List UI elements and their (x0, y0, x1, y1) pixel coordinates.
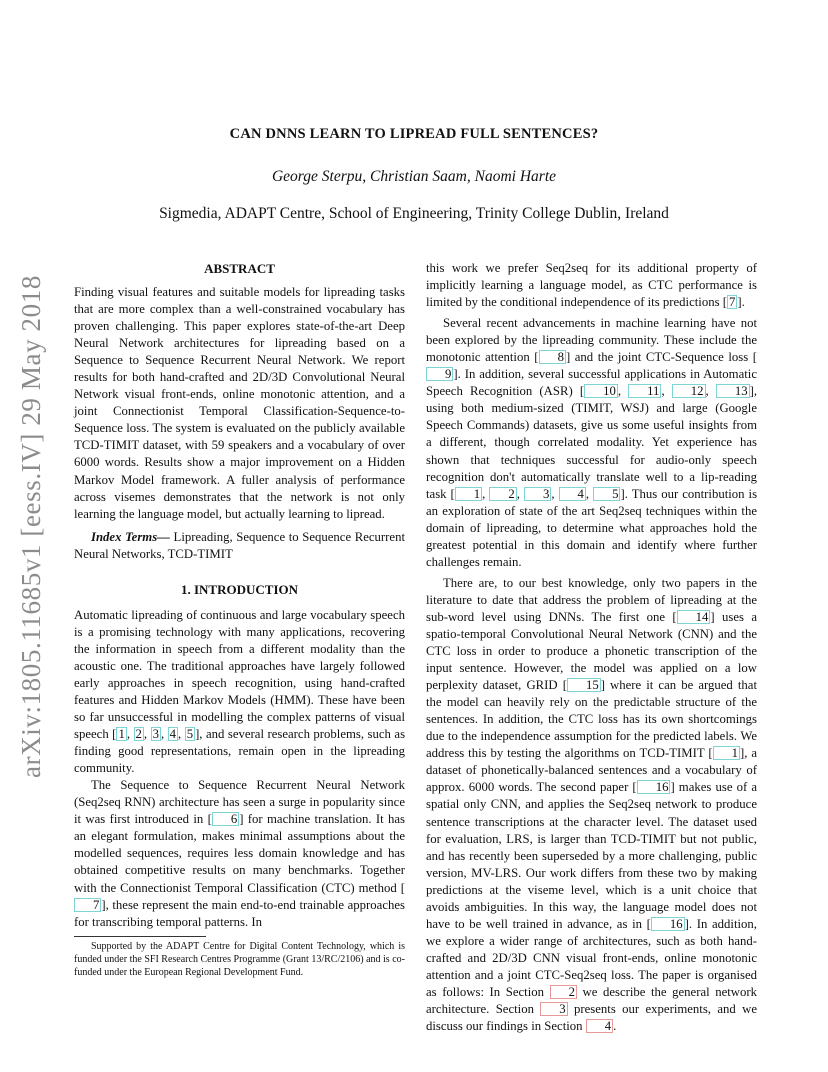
citation-link[interactable]: 9 (426, 367, 453, 381)
citation-link[interactable]: 4 (169, 727, 176, 742)
footnote-divider (74, 936, 206, 937)
section-link[interactable]: 2 (550, 985, 577, 999)
right-paragraph-2: There are, to our best knowledge, only two papers in the literature to date that address the problem of lipreading at the sub-word level using DNNs. The first one [ 14 ] uses a spatio-temporal Convolutional Neural Network (CNN) and the CTC loss in order to produce a phonetic transcription of the input sentence. However, the model was applied on a low perplexity dataset, GRID [ 15 ] where it can be argued that the model can heavily rely on the predictable structure of the sentences. In addition, the CTC loss has its own shortcomings due to the independence assumption for the predicted labels. We address this by testing the algorithms on TCD-TIMIT [ 1 ], a dataset of phonetically-balanced sentences and a vocabulary of approx. 6000 words. The second paper [ 16 ] makes use of a spatial only CNN, and applies the Seq2seq network to produce sentence transcriptions at the character level. The dataset used for evaluation, LRS, is larger than TCD-TIMIT but not public, and has recently been superseded by a more challenging, public version, MV-LRS. Our work differs from these two by making predictions at the viseme level, which is a unit choice that avoids ambiguities. In this way, the language model does not have to be well trained in advance, as in [ 16 ]. In addition, we explore a wider range of architectures, such as both hand-crafted and 2D/3D CNN visual front-ends, online monotonic attention and a joint CTC-Seq2seq loss. The paper is organised as follows: In Section 2 we describe the general network architecture. Section 3 presents our experiments, and we discuss our findings in Section 4 . (426, 575, 758, 1034)
citation-link[interactable]: 7 (728, 295, 736, 310)
paper-affiliation: Sigmedia, ADAPT Centre, School of Engineering, Trinity College Dublin, Ireland (159, 205, 669, 222)
intro-paragraph-1: Automatic lipreading of continuous and large vocabulary speech is a promising technology with many applications, recovering the information in speech from a different modality than the acoustic one. The traditional approaches have largely followed early approaches in speech recognition, using hand-crafted features and Hidden Markov Models (HMM). These have been so far unsuccessful in modelling the complex patterns of visual speech [ 1 , 2 , 3 , 4 , 5 ], and several research problems, such as finding good representations, remain open in the lipreading community. (74, 607, 406, 776)
citation-link[interactable]: 7 (74, 898, 101, 912)
paper-authors: George Sterpu, Christian Saam, Naomi Harte (271, 168, 557, 185)
citation-link[interactable]: 15 (567, 678, 601, 692)
citation-link[interactable]: 3 (152, 727, 159, 742)
citation-link[interactable]: 4 (559, 487, 586, 501)
citation-link[interactable]: 5 (186, 727, 194, 742)
section-link[interactable]: 3 (540, 1002, 567, 1016)
index-terms (74, 529, 405, 563)
citation-link[interactable]: 11 (628, 384, 661, 398)
right-paragraph-0: this work we prefer Seq2seq for its additional property of implicitly learning a language model, as CTC performance is limited by the conditional independence of its predictions [ 7 ]. (426, 261, 757, 310)
paper-title: CAN DNNS LEARN TO LIPREAD FULL SENTENCES? (229, 126, 599, 142)
footnote: Supported by the ADAPT Centre for Digital Content Technology, which is funded under the SFI Research Centres Programme (Grant 13/RC/2106) and is co-funded under the European Regional Development Fund. (74, 941, 405, 978)
section-link[interactable]: 4 (586, 1019, 613, 1033)
right-column (426, 260, 757, 1035)
arxiv-identifier: arXiv:1805.11685v1 [eess.IV] 29 May 2018 (16, 275, 46, 778)
intro-heading: 1. INTRODUCTION (180, 581, 298, 597)
citation-link[interactable]: 5 (593, 487, 620, 501)
right-paragraph-1: Several recent advancements in machine learning have not been explored by the lipreading community. These include the monotonic attention [ 8 ] and the joint CTC-Sequence loss [9 ]. In addition, several successful applications in Automatic Speech Recognition (ASR) [ 10 , 11 , 12 , 13 ], using both medium-sized (TIMIT, WSJ) and large (Google Speech Commands) datasets, give us some useful insights from a different, though correlated modality. Yet experience has shown that techniques successful for audio-only speech recognition don't automatically translate well to a lip-reading task [ 1 , 2 , 3 , 4 , 5 ]. Thus our contribution is an exploration of state of the art Seq2seq techniques within the domain of lipreading, to determine what approaches hold the greatest potential in this domain and identify where further challenges remain. (426, 316, 758, 569)
citation-link[interactable]: 3 (524, 487, 551, 501)
citation-link[interactable]: 2 (135, 727, 142, 742)
left-column (74, 260, 405, 931)
abstract-heading: ABSTRACT (204, 261, 275, 276)
citation-link[interactable]: 2 (489, 487, 516, 501)
citation-link[interactable]: 16 (651, 917, 685, 931)
citation-link[interactable]: 1 (713, 746, 740, 760)
intro-paragraph-2: The Sequence to Sequence Recurrent Neural Network (Seq2seq RNN) architecture has seen a surge in popularity since it was first introduced in [ 6 ] for machine translation. It has an elegant formulation, makes minimal assumptions about the modelled sequences, requires less domain knowledge and has obtained competitive results on many benchmarks. Together with the Connectionist Temporal Classification (CTC) method [7 ], these represent the main end-to-end trainable approaches for transcribing temporal patterns. In (74, 778, 406, 929)
index-terms-label: Index Terms— (91, 529, 170, 544)
citation-link[interactable]: 12 (672, 384, 706, 398)
arxiv-side-stamp (4, 275, 48, 778)
citation-link[interactable]: 8 (539, 350, 566, 364)
citation-link[interactable]: 6 (212, 812, 239, 826)
index-terms-text: Lipreading, Sequence to Sequence Recurrent Neural Networks, TCD-TIMIT (74, 529, 405, 561)
citation-link[interactable]: 16 (637, 780, 671, 794)
citation-link[interactable]: 13 (716, 384, 750, 398)
citation-link[interactable]: 14 (677, 610, 711, 624)
citation-link[interactable]: 1 (118, 727, 125, 742)
citation-link[interactable]: 1 (455, 487, 482, 501)
abstract-text: Finding visual features and suitable models for lipreading tasks that are more complex than a well-constrained vocabulary has proven challenging. This paper explores state-of-the-art Deep Neural Network architectures for lipreading based on a Sequence to Sequence Recurrent Neural Network. We report results for both hand-crafted and 2D/3D Convolutional Neural Network visual front-ends, online monotonic attention, and a joint Connectionist Temporal Classification-Sequence-to-Sequence loss. The system is evaluated on the publicly available TCD-TIMIT dataset, with 59 speakers and a vocabulary of over 6000 words. Results show a major improvement on a Hidden Markov Model framework. A fuller analysis of performance across visemes demonstrates that the network is not only learning the language model, but actually learning to lipread. (74, 285, 405, 521)
citation-link[interactable]: 10 (584, 384, 618, 398)
